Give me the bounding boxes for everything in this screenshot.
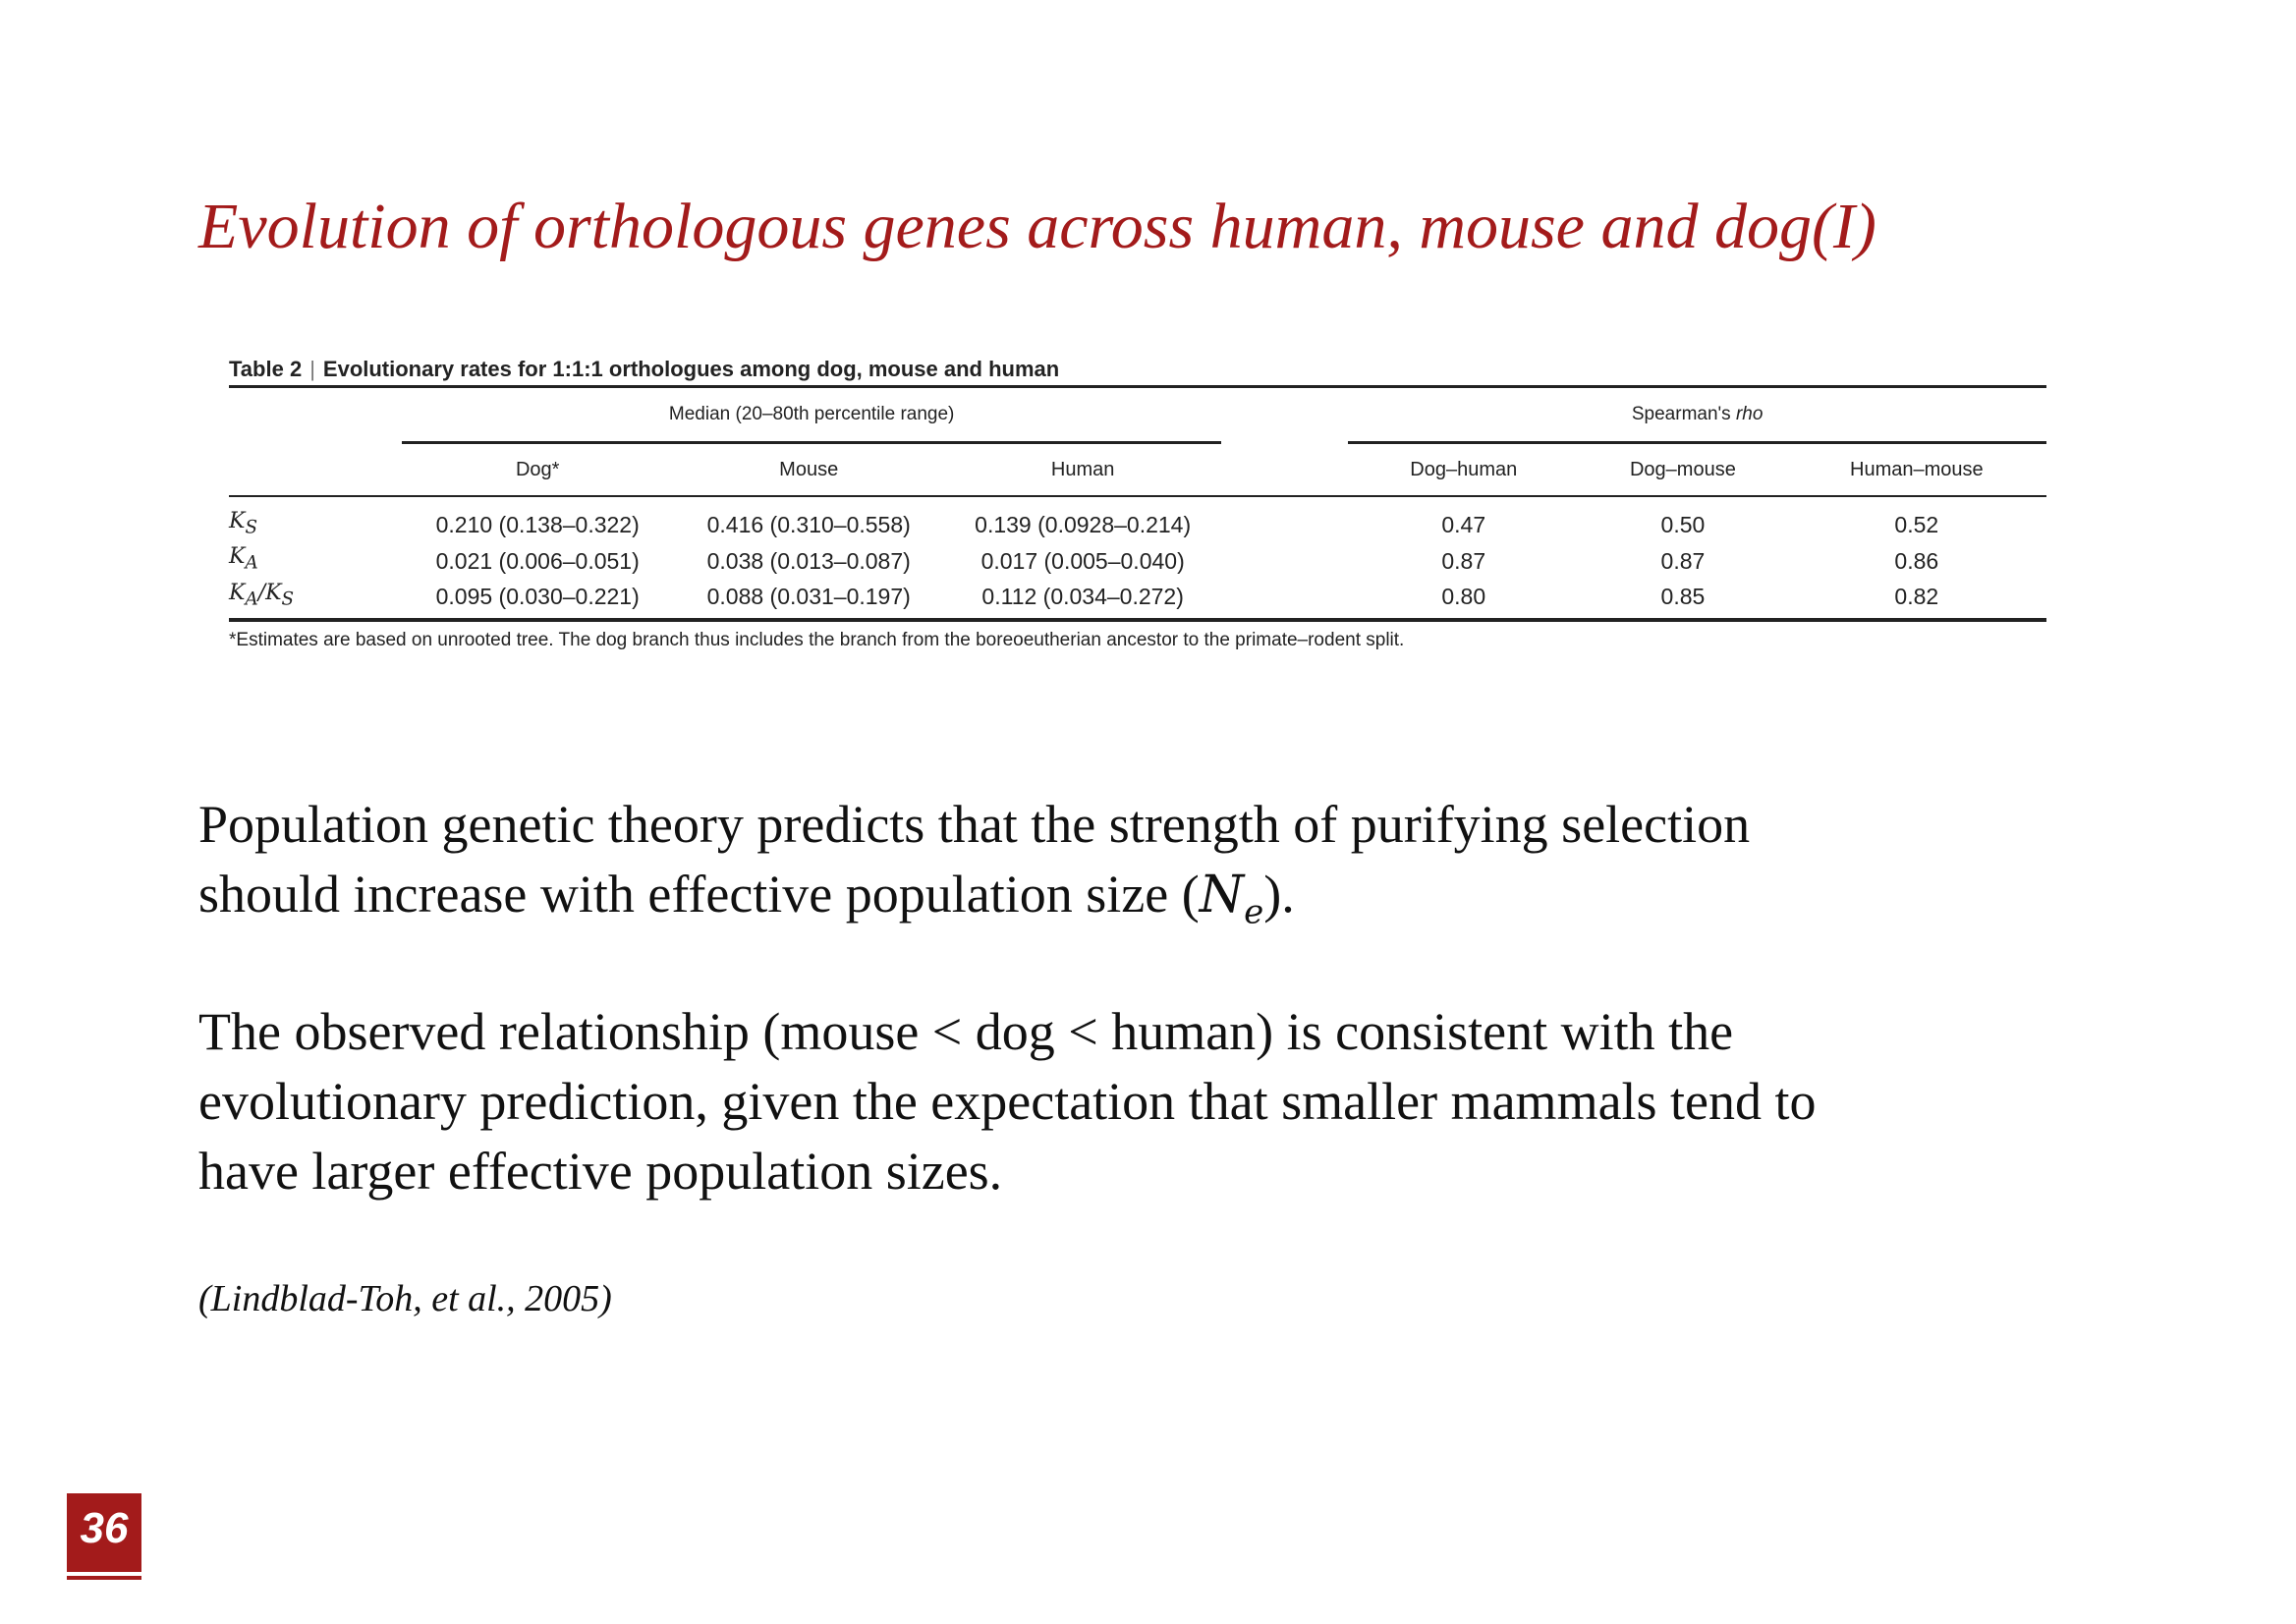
col-header-human-mouse: Human–mouse bbox=[1787, 443, 2046, 497]
table-cell: 0.50 bbox=[1660, 512, 1706, 538]
table-row bbox=[229, 579, 2046, 620]
table-cell: 0.021 (0.006–0.051) bbox=[435, 547, 640, 574]
table-cell: 0.210 (0.138–0.322) bbox=[435, 512, 640, 538]
page-number: 36 bbox=[67, 1493, 141, 1572]
col-header-dog: Dog* bbox=[402, 443, 673, 497]
evolutionary-rates-table bbox=[229, 354, 2046, 651]
table-cell: 0.82 bbox=[1787, 579, 2046, 620]
paragraph-line: The observed relationship (mouse < dog < human) is consistent with the bbox=[198, 1002, 1734, 1061]
table-cell: 0.52 bbox=[1894, 512, 1939, 538]
table-caption-text: Evolutionary rates for 1:1:1 orthologues among dog, mouse and human bbox=[322, 357, 1060, 381]
table-cell: 0.80 bbox=[1348, 579, 1579, 620]
row-label-ka-ks: $K_A/K_S$ bbox=[229, 579, 402, 620]
table-cell: 0.017 (0.005–0.040) bbox=[980, 547, 1185, 574]
table-cell: 0.416 (0.310–0.558) bbox=[706, 512, 911, 538]
table-cell: 0.85 bbox=[1579, 579, 1786, 620]
table-cell: 0.87 bbox=[1660, 547, 1706, 574]
paragraph-line: should increase with effective population size $(N_e)$. bbox=[198, 865, 1295, 932]
table-cell: 0.86 bbox=[1894, 547, 1939, 574]
table-cell: 0.112 (0.034–0.272) bbox=[944, 579, 1221, 620]
paragraph-line: have larger effective population sizes. bbox=[198, 1142, 1003, 1201]
col-header-human: Human bbox=[944, 443, 1221, 497]
table-caption bbox=[229, 354, 2046, 385]
ne-symbol: $N_e$ bbox=[1199, 866, 1264, 932]
citation: (Lindblad-Toh, et al., 2005) bbox=[198, 1278, 612, 1319]
table-footnote: *Estimates are based on unrooted tree. The dog branch thus includes the branch from the boreoeutherian ancestor to the primate–rodent split. bbox=[229, 630, 1405, 651]
data-table bbox=[229, 385, 2046, 622]
column-header-row bbox=[229, 443, 2046, 497]
table-row bbox=[229, 542, 2046, 578]
row-label-ks: $K_S$ bbox=[229, 509, 257, 538]
table-caption-number: Table 2 bbox=[229, 357, 303, 381]
table-cell: 0.038 (0.013–0.087) bbox=[706, 547, 911, 574]
table-cell: 0.088 (0.031–0.197) bbox=[673, 579, 944, 620]
group-header-row bbox=[229, 387, 2046, 443]
paragraph-line: Population genetic theory predicts that the strength of purifying selection bbox=[198, 795, 1751, 854]
paragraph-line: evolutionary prediction, given the expectation that smaller mammals tend to bbox=[198, 1072, 1817, 1131]
table-caption-separator: | bbox=[309, 357, 315, 381]
page-number-underline bbox=[67, 1576, 141, 1580]
paragraph-purifying-selection bbox=[198, 790, 1750, 947]
table-row bbox=[229, 496, 2046, 542]
group-spearman-header bbox=[1348, 387, 2046, 443]
col-header-dog-mouse: Dog–mouse bbox=[1579, 443, 1786, 497]
col-header-mouse: Mouse bbox=[673, 443, 944, 497]
table-cell: 0.139 (0.0928–0.214) bbox=[975, 512, 1192, 538]
spearman-rho: rho bbox=[1735, 404, 1764, 424]
table-cell: 0.87 bbox=[1441, 547, 1486, 574]
spearman-label: Spearman's bbox=[1631, 404, 1736, 424]
table-cell: 0.095 (0.030–0.221) bbox=[402, 579, 673, 620]
slide-title: Evolution of orthologous genes across human, mouse and dog(I) bbox=[198, 191, 1876, 262]
table-cell: 0.47 bbox=[1441, 512, 1486, 538]
paragraph-observed-relationship bbox=[198, 997, 1817, 1206]
group-median-header: Median (20–80th percentile range) bbox=[402, 387, 1221, 443]
col-header-dog-human: Dog–human bbox=[1348, 443, 1579, 497]
row-label-ka: $K_A$ bbox=[229, 544, 258, 574]
